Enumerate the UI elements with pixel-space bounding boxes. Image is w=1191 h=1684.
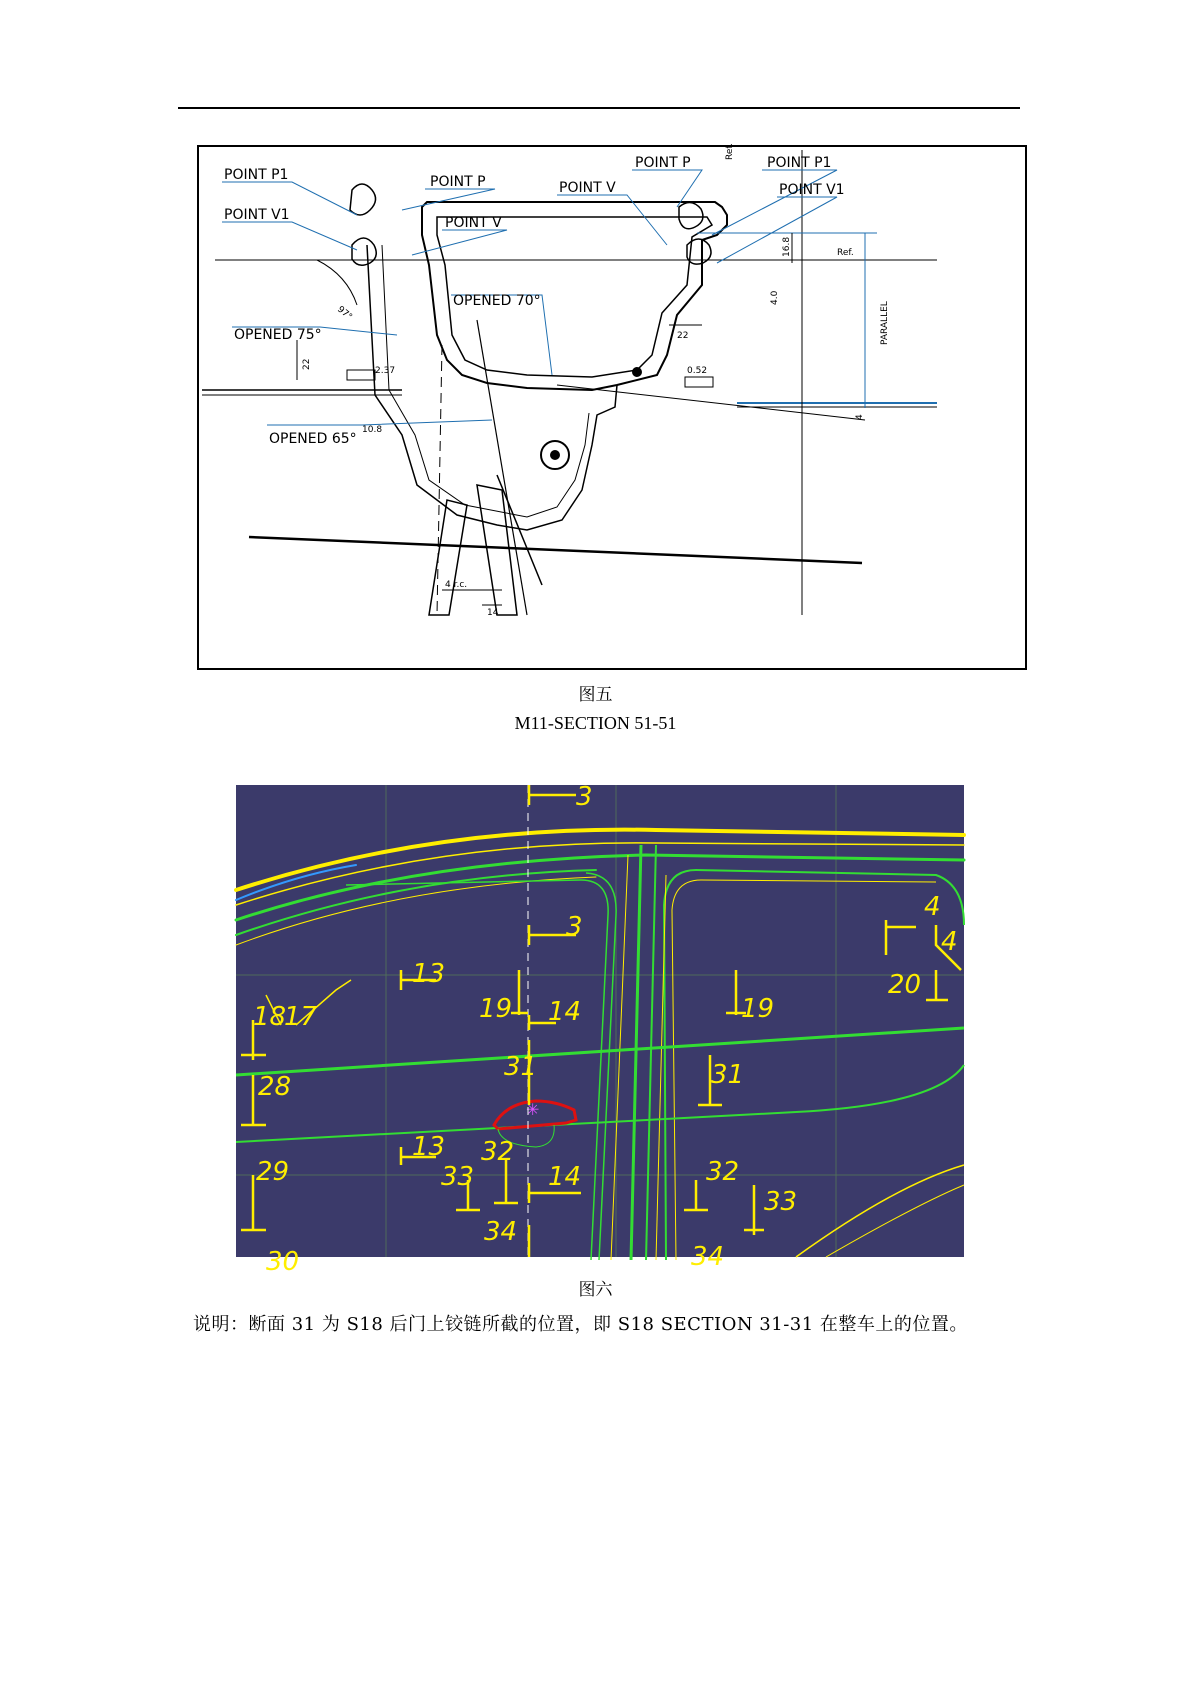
label-point-p1-left: POINT P1 [224, 167, 289, 183]
label-point-p-left: POINT P [430, 174, 486, 190]
section-label-32b: 32 [706, 1157, 740, 1187]
label-dim-10-8: 10.8 [362, 425, 383, 435]
section-label-33b: 33 [764, 1187, 798, 1217]
label-point-v1-right: POINT V1 [779, 182, 845, 198]
label-ref-top: Ref. [725, 143, 735, 160]
section-label-3-top: 3 [576, 782, 593, 812]
section-label-31a: 31 [504, 1052, 538, 1082]
section-label-17: 17 [284, 1002, 318, 1032]
label-point-v-left: POINT V [445, 215, 502, 231]
label-dim-4: 4 [855, 414, 865, 420]
label-dim-4-0: 4.0 [770, 290, 780, 305]
header-rule [178, 107, 1020, 109]
section-label-34a: 34 [484, 1217, 518, 1247]
section-label-14b: 14 [548, 1162, 582, 1192]
label-dim-16-8: 16.8 [782, 236, 792, 257]
hinge-pin [550, 450, 560, 460]
section-label-34b: 34 [691, 1242, 725, 1272]
figure5-subcaption: M11-SECTION 51-51 [514, 713, 677, 733]
label-dim-4rc: 4 r.c. [445, 580, 468, 590]
section-label-31b: 31 [711, 1060, 745, 1090]
label-point-v-right: POINT V [559, 180, 616, 196]
label-opened-75: OPENED 75° [234, 327, 322, 343]
section-label-19b: 19 [741, 994, 775, 1024]
label-dim-22-left: 22 [302, 358, 312, 370]
label-opened-65: OPENED 65° [269, 431, 357, 447]
label-dim-97: 97° [335, 304, 354, 323]
section-label-13a: 13 [412, 959, 446, 989]
section-label-33a: 33 [441, 1162, 475, 1192]
section-label-4a: 4 [924, 892, 941, 922]
section-label-28: 28 [258, 1072, 292, 1102]
vehicle-section-map [236, 782, 964, 1277]
section-label-32a: 32 [481, 1137, 515, 1167]
section-label-13b: 13 [412, 1132, 446, 1162]
label-dim-2-37: 2.37 [375, 366, 396, 376]
label-opened-70: OPENED 70° [453, 293, 541, 309]
section-label-4b: 4 [941, 927, 958, 957]
section-label-14a: 14 [548, 997, 582, 1027]
section-label-3: 3 [566, 912, 583, 942]
section-label-29: 29 [256, 1157, 290, 1187]
section-label-19a: 19 [479, 994, 513, 1024]
figure6-caption: 图六 [578, 1280, 613, 1300]
figure5-caption: 图五 [578, 685, 613, 705]
section-drawing-51 [197, 145, 1027, 670]
label-dim-22-right: 22 [677, 331, 689, 341]
label-dim-14: 14 [487, 608, 499, 618]
section-label-30: 30 [266, 1247, 300, 1277]
label-ref-right: Ref. [837, 248, 854, 258]
label-point-v1-left: POINT V1 [224, 207, 290, 223]
label-point-p1-right: POINT P1 [767, 155, 832, 171]
label-parallel: PARALLEL [880, 301, 890, 345]
section-label-20: 20 [888, 970, 922, 1000]
label-point-p-right: POINT P [635, 155, 691, 171]
section-label-18: 18 [253, 1002, 287, 1032]
seal-dot [632, 367, 642, 377]
label-dim-0-52: 0.52 [687, 366, 708, 376]
explanation-note: 说明：断面 31 为 S18 后门上铰链所截的位置，即 S18 SECTION 31-31 在整车上的位置。 [193, 1314, 968, 1335]
hinge-marker-icon: ✳ [526, 1100, 540, 1119]
